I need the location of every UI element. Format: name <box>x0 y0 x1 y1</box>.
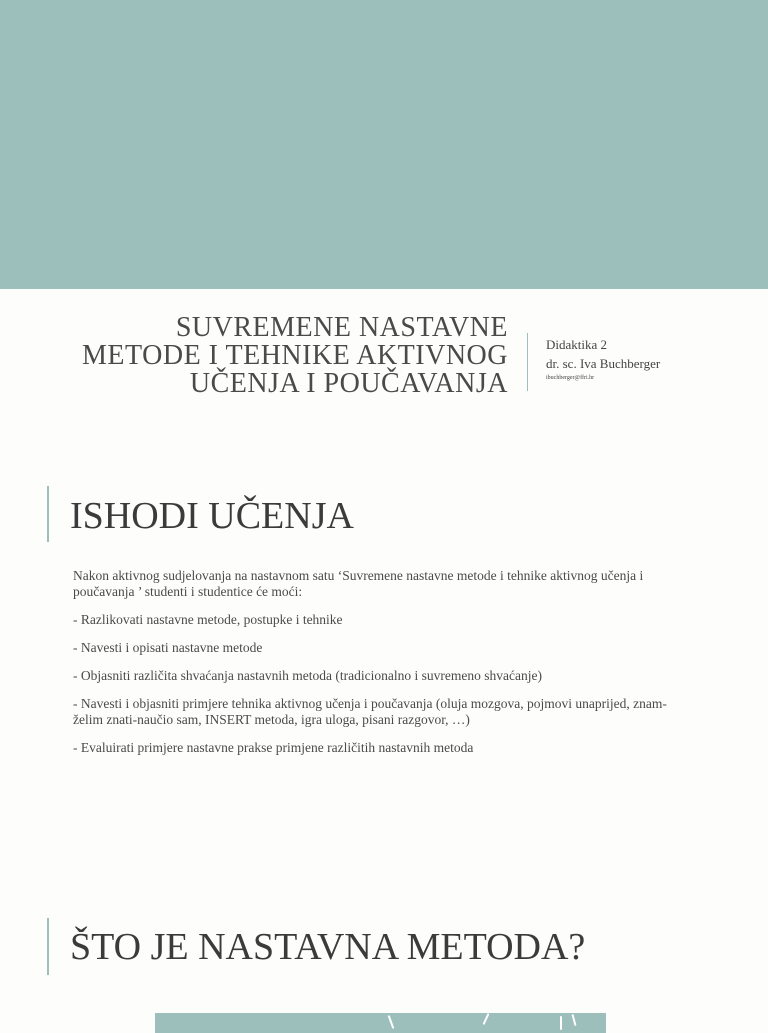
heading-accent-bar <box>47 918 49 975</box>
title-slide-banner <box>0 0 768 289</box>
heading-accent-bar <box>47 486 49 542</box>
teaching-method-heading: ŠTO JE NASTAVNA METODA? <box>70 926 586 968</box>
author-name: dr. sc. Iva Buchberger <box>546 356 661 371</box>
presentation-title <box>20 314 508 398</box>
presentation-title-line: SUVREMENE NASTAVNE <box>175 312 508 343</box>
presentation-title-line: UČENJA I POUČAVANJA <box>189 368 508 399</box>
outcome-item: - Navesti i objasniti primjere tehnika aktivnog učenja i poučavanja (oluja mozgova, pojmovi unaprijed, znam-želim znati-naučio sam, INSERT metoda, igra uloga, pisani razgovor, …) <box>73 696 667 727</box>
outcome-item: - Evaluirati primjere nastavne prakse primjene različitih nastavnih metoda <box>73 740 474 755</box>
outcome-item: - Objasniti različita shvaćanja nastavnih metoda (tradicionalno i suvremeno shvaćanje) <box>73 668 542 683</box>
learning-outcomes-heading: ISHODI UČENJA <box>70 495 354 537</box>
presentation-meta <box>546 335 756 383</box>
author-email: ibuchberger@ffri.hr <box>546 375 595 381</box>
slide-image <box>155 1013 606 1033</box>
outcomes-intro: Nakon aktivnog sudjelovanja na nastavnom satu ‘Suvremene nastavne metode i tehnike aktivnog učenja i poučavanja ’ studenti i studentice će moći: <box>73 568 644 599</box>
learning-outcomes-body <box>73 568 673 768</box>
outcome-item: - Razlikovati nastavne metode, postupke i tehnike <box>73 612 343 627</box>
presentation-title-line: METODE I TEHNIKE AKTIVNOG <box>82 340 508 371</box>
outcome-item: - Navesti i opisati nastavne metode <box>73 640 263 655</box>
title-divider <box>527 333 528 391</box>
course-name: Didaktika 2 <box>546 337 608 352</box>
